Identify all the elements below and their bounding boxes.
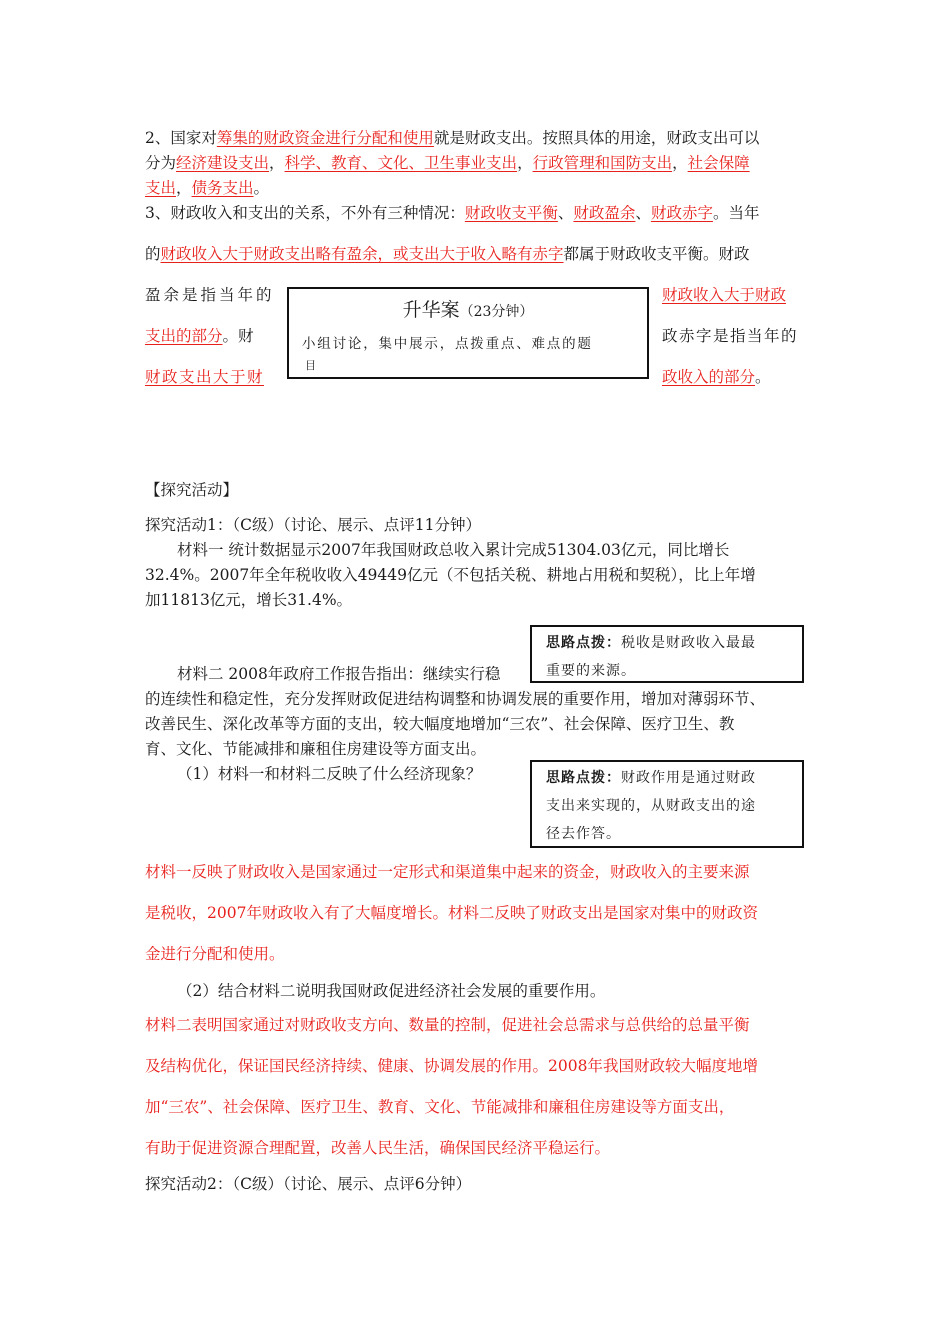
activity2-heading: 探究活动2：（C级）（讨论、展示、点评6分钟） bbox=[145, 1175, 472, 1193]
blank-answer: 经济建设支出 bbox=[176, 154, 270, 172]
answer-1-line-1: 材料一反映了财政收入是国家通过一定形式和渠道集中起来的资金，财政收入的主要来源 bbox=[145, 863, 750, 881]
blank-answer: 政收入的部分 bbox=[662, 368, 756, 386]
shenghua-header bbox=[289, 295, 647, 322]
blank-answer: 债务支出 bbox=[191, 179, 254, 197]
shenghua-desc: 小组讨论，集中展示，点拨重点、难点的题 bbox=[302, 336, 593, 352]
material2-line-3: 改善民生、深化改革等方面的支出，较大幅度地增加“三农”、社会保障、医疗卫生、教 bbox=[145, 715, 735, 733]
p2-line-1: 2、国家对筹集的财政资金进行分配和使用就是财政支出。按照具体的用途，财政支出可以 bbox=[145, 129, 760, 147]
blank-answer: 财政收支平衡 bbox=[464, 204, 558, 222]
p3-right-3: 政收入的部分。 bbox=[662, 368, 771, 386]
material1-line-1: 材料一 统计数据显示2007年我国财政总收入累计完成51304.03亿元，同比增长 bbox=[177, 541, 730, 559]
blank-answer: 财政支出大于财 bbox=[145, 368, 265, 386]
blank-answer: 社会保障 bbox=[687, 154, 750, 172]
answer-1-line-2: 是税收，2007年财政收入有了大幅度增长。材料二反映了财政支出是国家对集中的财政资 bbox=[145, 904, 758, 922]
p3-right-1 bbox=[662, 285, 786, 305]
blank-answer: 筹集的财政资金进行分配和使用 bbox=[216, 129, 434, 147]
material2-line-1: 材料二 2008年政府工作报告指出：继续实行稳 bbox=[177, 665, 501, 683]
blank-answer: 财政收入大于财政支出略有盈余，或支出大于收入略有赤字 bbox=[160, 245, 564, 263]
answer-2-line-1: 材料二表明国家通过对财政收支方向、数量的控制，促进社会总需求与总供给的总量平衡 bbox=[145, 1016, 750, 1034]
p3-line-2: 的财政收入大于财政支出略有盈余，或支出大于收入略有赤字都属于财政收支平衡。财政 bbox=[145, 245, 750, 263]
p3-left-1: 盈余是指当年的 bbox=[145, 286, 275, 304]
activity1-heading: 探究活动1：（C级）（讨论、展示、点评11分钟） bbox=[145, 516, 481, 534]
blank-answer: 支出 bbox=[145, 179, 177, 197]
blank-answer: 财政盈余 bbox=[573, 204, 636, 222]
shenghua-title: 升华案 bbox=[402, 299, 460, 321]
p2-line-3: 支出，债务支出。 bbox=[145, 179, 270, 197]
p3-left-3 bbox=[145, 367, 264, 387]
hint-label: 思路点拨： bbox=[546, 770, 621, 786]
shenghua-box bbox=[287, 287, 649, 379]
p3-right-2: 政赤字是指当年的 bbox=[662, 327, 799, 345]
material1-line-3: 加11813亿元，增长31.4%。 bbox=[145, 591, 353, 609]
question-1: （1）材料一和材料二反映了什么经济现象？ bbox=[177, 765, 482, 783]
shenghua-desc-cont: 目 bbox=[305, 359, 316, 372]
hint-box-1: 思路点拨：税收是财政收入最最 重要的来源。 bbox=[530, 625, 804, 683]
question-2: （2）结合材料二说明我国财政促进经济社会发展的重要作用。 bbox=[177, 982, 606, 1000]
answer-2-line-2: 及结构优化，保证国民经济持续、健康、协调发展的作用。2008年我国财政较大幅度地增 bbox=[145, 1057, 758, 1075]
answer-1-line-3: 金进行分配和使用。 bbox=[145, 945, 285, 963]
explore-heading: 【探究活动】 bbox=[145, 481, 239, 499]
blank-answer: 财政赤字 bbox=[650, 204, 713, 222]
blank-answer: 支出的部分 bbox=[145, 327, 223, 345]
p3-line-1: 3、财政收入和支出的关系，不外有三种情况：财政收支平衡、财政盈余、财政赤字。当年 bbox=[145, 204, 760, 222]
blank-answer: 科学、教育、文化、卫生事业支出 bbox=[284, 154, 518, 172]
material1-line-2: 32.4%。2007年全年税收收入49449亿元（不包括关税、耕地占用税和契税），比上年增 bbox=[145, 566, 756, 584]
blank-answer: 行政管理和国防支出 bbox=[532, 154, 673, 172]
p2-line-2: 分为经济建设支出，科学、教育、文化、卫生事业支出，行政管理和国防支出，社会保障 bbox=[145, 154, 750, 172]
p3-left-2: 支出的部分。财 bbox=[145, 327, 254, 345]
answer-2-line-4: 有助于促进资源合理配置，改善人民生活，确保国民经济平稳运行。 bbox=[145, 1139, 611, 1157]
hint-label: 思路点拨： bbox=[546, 635, 621, 651]
hint-box-2: 思路点拨：财政作用是通过财政 支出来实现的，从财政支出的途 径去作答。 bbox=[530, 760, 804, 848]
answer-2-line-3: 加“三农”、社会保障、医疗卫生、教育、文化、节能减排和廉租住房建设等方面支出， bbox=[145, 1098, 735, 1116]
blank-answer: 财政收入大于财政 bbox=[662, 286, 787, 304]
material2-line-4: 育、文化、节能减排和廉租住房建设等方面支出。 bbox=[145, 740, 487, 758]
shenghua-time: （23分钟） bbox=[459, 304, 534, 320]
material2-line-2: 的连续性和稳定性，充分发挥财政促进结构调整和协调发展的重要作用，增加对薄弱环节、 bbox=[145, 690, 766, 708]
